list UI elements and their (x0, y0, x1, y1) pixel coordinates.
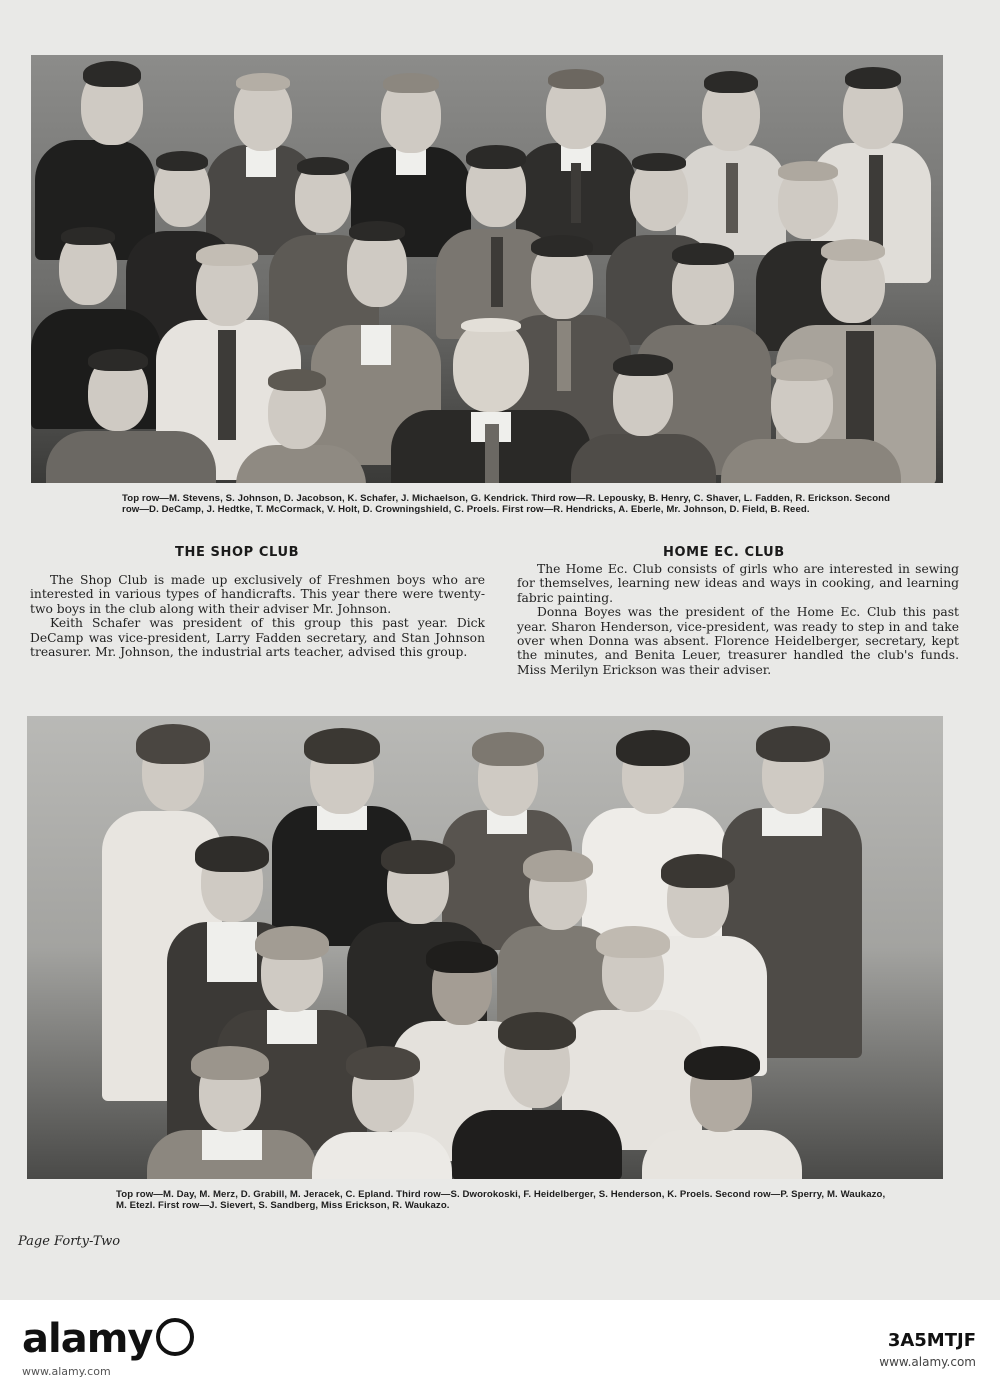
stock-watermark-footer (0, 1300, 1000, 1390)
shop-club-heading: THE SHOP CLUB (175, 545, 300, 560)
footer-url-right: www.alamy.com (879, 1355, 976, 1369)
home-ec-club-paragraph: The Home Ec. Club consists of girls who are interested in sewing for themselves, learning new ideas and ways in cooking, and learning fabric painting. (517, 562, 959, 605)
page-number: Page Forty-Two (18, 1234, 121, 1249)
shop-club-text (30, 573, 485, 659)
shop-club-paragraph: Keith Schafer was president of this group this past year. Dick DeCamp was vice-president, Larry Fadden secretary, and Stan Johnson treasurer. Mr. Johnson, the industrial arts teacher, advised this group. (30, 616, 485, 660)
footer-url: www.alamy.com (22, 1365, 111, 1378)
shop-club-paragraph: The Shop Club is made up exclusively of Freshmen boys who are interested in various types of handicrafts. This year there were twenty-two boys in the club along with their adviser Mr. Johnson. (30, 573, 485, 616)
home-ec-club-group-photo (27, 716, 943, 1179)
alamy-logo-text: alamy (22, 1316, 153, 1362)
home-ec-club-paragraph: Donna Boyes was the president of the Home Ec. Club this past year. Sharon Henderson, vice-president, was ready to step in and take over when Donna was absent. Florence Heidelberger, secretary, kept the minutes, and Benita Leuer, treasurer handled the club's funds. Miss Merilyn Erickson was their adviser. (517, 605, 959, 677)
image-id: 3A5MTJF (887, 1330, 976, 1351)
home-ec-club-heading: HOME EC. CLUB (663, 545, 785, 560)
image-id-block (879, 1330, 976, 1370)
shop-club-group-photo (31, 55, 943, 483)
alamy-logo (22, 1316, 194, 1362)
camera-aperture-icon (156, 1318, 194, 1356)
home-ec-club-photo-caption: Top row—M. Day, M. Merz, D. Grabill, M. Jeracek, C. Epland. Third row—S. Dworokoski, F. Heidelberger, S. Henderson, K. Proels. Second row—P. Sperry, M. Waukazo, M. Etezl. First row—J. Sievert, S. Sandberg, Miss Erickson, R. Waukazo. (116, 1189, 886, 1211)
home-ec-club-text (517, 562, 959, 677)
shop-club-photo-caption: Top row—M. Stevens, S. Johnson, D. Jacobson, K. Schafer, J. Michaelson, G. Kendrick. Third row—R. Lepousky, B. Henry, C. Shaver, L. Fadden, R. Erickson. Second row—D. DeCamp, J. Hedtke, T. McCormack, V. Holt, D. Crowningshield, C. Proels. First row—R. Hendricks, A. Eberle, Mr. Johnson, D. Field, B. Reed. (122, 493, 891, 515)
